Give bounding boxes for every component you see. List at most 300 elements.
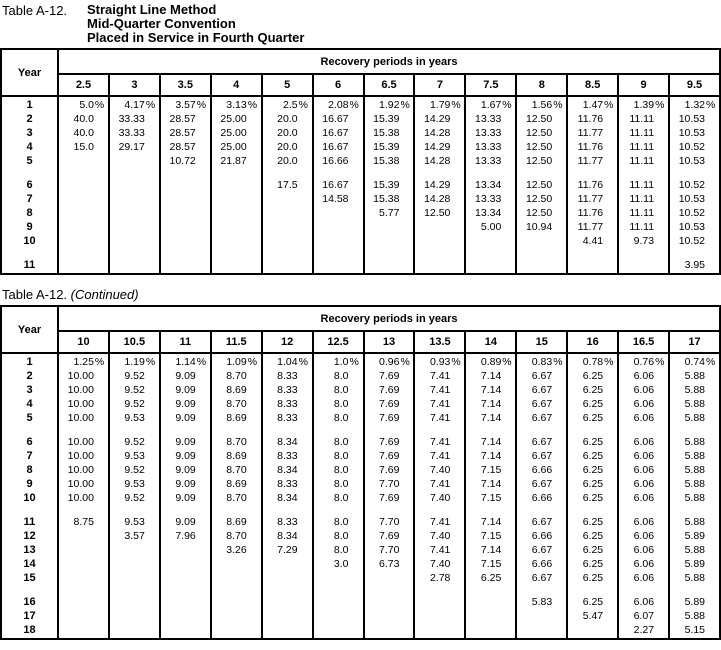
rate-cell	[58, 154, 109, 168]
rate-cell: 13.34	[465, 178, 516, 192]
rate-cell: 6.06	[618, 449, 669, 463]
rate-cell: 28.57	[160, 112, 211, 126]
rate-cell: 10.00	[58, 411, 109, 425]
rate-cell: 7.40	[414, 463, 465, 477]
rate-cell: 6.66	[516, 557, 567, 571]
rate-cell: 5.89	[669, 529, 720, 543]
spacer-row	[1, 272, 720, 274]
rate-cell: 8.0	[313, 397, 364, 411]
rate-cell	[109, 220, 160, 234]
rate-cell	[109, 154, 160, 168]
rate-cell	[262, 623, 313, 637]
rate-cell: 20.0	[262, 154, 313, 168]
recovery-period-column-header: 7.5	[465, 74, 516, 96]
rate-cell: 11.11	[618, 192, 669, 206]
recovery-period-column-header: 5	[262, 74, 313, 96]
rate-cell: 7.15	[465, 491, 516, 505]
year-cell: 4	[1, 397, 58, 411]
rate-cell: 7.41	[414, 515, 465, 529]
rate-cell: 10.00	[58, 397, 109, 411]
rate-cell: 8.0	[313, 411, 364, 425]
data-row	[1, 449, 720, 463]
rate-cell: 9.52	[109, 491, 160, 505]
rate-cell: 2.78	[414, 571, 465, 585]
rate-cell: 5.88	[669, 477, 720, 491]
year-cell: 11	[1, 515, 58, 529]
rate-cell: 11.76	[567, 206, 618, 220]
rate-cell: 25.00	[211, 140, 262, 154]
rate-cell: 8.69	[211, 449, 262, 463]
year-cell: 10	[1, 491, 58, 505]
rate-cell	[109, 206, 160, 220]
rate-cell: 6.67	[516, 477, 567, 491]
rate-cell	[313, 220, 364, 234]
rate-cell	[364, 234, 415, 248]
recovery-period-column-header: 13.5	[414, 331, 465, 353]
rate-cell: 8.69	[211, 515, 262, 529]
rate-cell: 7.29	[262, 543, 313, 557]
gap-row	[1, 425, 720, 435]
rate-cell: 6.25	[567, 411, 618, 425]
rate-cell: 14.29	[414, 178, 465, 192]
rate-cell: 10.72	[160, 154, 211, 168]
rate-cell: 8.0	[313, 383, 364, 397]
rate-cell: 11.11	[618, 112, 669, 126]
rate-cell: 15.38	[364, 126, 415, 140]
data-row	[1, 557, 720, 571]
year-cell: 1	[1, 355, 58, 369]
rate-cell	[160, 609, 211, 623]
recovery-period-column-header: 12.5	[313, 331, 364, 353]
rate-cell: 6.67	[516, 449, 567, 463]
rate-cell: 8.34	[262, 463, 313, 477]
rate-cell: 13.33	[465, 112, 516, 126]
rate-cell: 9.09	[160, 411, 211, 425]
rate-cell: 6.25	[567, 383, 618, 397]
rate-cell: 10.52	[669, 178, 720, 192]
rate-cell: 28.57	[160, 126, 211, 140]
year-cell: 18	[1, 623, 58, 637]
rate-cell: 21.87	[211, 154, 262, 168]
rate-cell	[58, 557, 109, 571]
rate-cell: 7.70	[364, 477, 415, 491]
data-row	[1, 112, 720, 126]
rate-cell: 20.0	[262, 126, 313, 140]
rate-cell: 9.53	[109, 449, 160, 463]
rate-cell	[160, 192, 211, 206]
rate-cell: 6.25	[567, 491, 618, 505]
rate-cell: 9.52	[109, 397, 160, 411]
rate-cell	[567, 623, 618, 637]
rate-cell	[364, 258, 415, 272]
rate-cell	[313, 234, 364, 248]
rate-cell: 20.0	[262, 140, 313, 154]
rate-cell: 9.53	[109, 411, 160, 425]
rate-cell	[109, 543, 160, 557]
rate-cell: 0.78 %	[567, 355, 618, 369]
page-title	[0, 0, 721, 45]
rate-cell: 5.88	[669, 609, 720, 623]
rate-cell: 6.06	[618, 411, 669, 425]
year-cell: 3	[1, 126, 58, 140]
rate-cell: 11.76	[567, 178, 618, 192]
rate-cell: 8.70	[211, 369, 262, 383]
year-cell: 8	[1, 463, 58, 477]
rate-cell: 1.04 %	[262, 355, 313, 369]
rate-cell: 7.41	[414, 369, 465, 383]
rate-cell: 10.53	[669, 192, 720, 206]
rate-cell: 11.11	[618, 178, 669, 192]
rate-cell: 7.15	[465, 529, 516, 543]
rate-cell	[109, 234, 160, 248]
rate-cell	[262, 220, 313, 234]
rate-cell	[211, 571, 262, 585]
rate-cell	[160, 178, 211, 192]
rate-cell: 16.66	[313, 154, 364, 168]
rate-cell: 8.0	[313, 449, 364, 463]
rate-cell: 8.33	[262, 383, 313, 397]
rate-cell	[313, 609, 364, 623]
rate-cell	[211, 595, 262, 609]
rate-cell: 7.69	[364, 397, 415, 411]
rate-cell: 5.88	[669, 515, 720, 529]
rate-cell: 8.75	[58, 515, 109, 529]
rate-cell: 10.00	[58, 477, 109, 491]
rate-cell: 6.25	[567, 463, 618, 477]
rate-cell	[58, 178, 109, 192]
rate-cell: 1.92 %	[364, 98, 415, 112]
rate-cell: 14.58	[313, 192, 364, 206]
rate-cell	[364, 609, 415, 623]
rate-cell: 8.0	[313, 529, 364, 543]
year-cell: 2	[1, 369, 58, 383]
rate-cell: 9.09	[160, 491, 211, 505]
rate-cell: 11.76	[567, 112, 618, 126]
rate-cell: 8.70	[211, 435, 262, 449]
rate-cell: 7.41	[414, 449, 465, 463]
rate-cell	[465, 258, 516, 272]
rate-cell: 10.52	[669, 140, 720, 154]
rate-cell	[211, 557, 262, 571]
rate-cell: 6.66	[516, 491, 567, 505]
rate-cell: 28.57	[160, 140, 211, 154]
rate-cell	[262, 557, 313, 571]
rate-cell: 3.95	[669, 258, 720, 272]
rate-cell: 5.88	[669, 543, 720, 557]
data-row	[1, 595, 720, 609]
rate-cell: 10.53	[669, 154, 720, 168]
recovery-period-column-header: 3.5	[160, 74, 211, 96]
rate-cell: 11.77	[567, 220, 618, 234]
rate-cell: 5.88	[669, 435, 720, 449]
rate-cell	[109, 557, 160, 571]
recovery-period-column-header: 10	[58, 331, 109, 353]
rate-cell: 6.06	[618, 463, 669, 477]
rate-cell: 7.41	[414, 397, 465, 411]
rate-cell: 29.17	[109, 140, 160, 154]
rate-cell	[262, 234, 313, 248]
rate-cell: 6.06	[618, 397, 669, 411]
rate-cell: 10.00	[58, 435, 109, 449]
rate-cell: 7.96	[160, 529, 211, 543]
rate-cell: 6.06	[618, 557, 669, 571]
rate-cell: 6.25	[567, 543, 618, 557]
rate-cell: 15.39	[364, 140, 415, 154]
rate-cell: 11.11	[618, 126, 669, 140]
rate-cell: 10.53	[669, 126, 720, 140]
rate-cell	[211, 192, 262, 206]
recovery-period-column-header: 4	[211, 74, 262, 96]
rate-cell: 25.00	[211, 112, 262, 126]
rate-cell: 1.79 %	[414, 98, 465, 112]
rate-cell: 8.70	[211, 491, 262, 505]
year-cell: 14	[1, 557, 58, 571]
rate-cell: 7.69	[364, 529, 415, 543]
rate-cell: 11.77	[567, 126, 618, 140]
rate-cell: 5.88	[669, 383, 720, 397]
recovery-period-column-header: 3	[109, 74, 160, 96]
rate-cell	[160, 206, 211, 220]
rate-cell: 8.0	[313, 369, 364, 383]
rate-cell: 6.25	[465, 571, 516, 585]
data-row	[1, 477, 720, 491]
rate-cell: 33.33	[109, 112, 160, 126]
rate-cell: 7.14	[465, 369, 516, 383]
rate-cell: 5.88	[669, 491, 720, 505]
rate-cell: 8.0	[313, 491, 364, 505]
rate-cell	[211, 206, 262, 220]
rate-cell	[364, 623, 415, 637]
rate-cell: 2.27	[618, 623, 669, 637]
rate-cell	[109, 623, 160, 637]
rate-cell: 8.69	[211, 411, 262, 425]
gap-row	[1, 505, 720, 515]
year-cell: 2	[1, 112, 58, 126]
rate-cell: 3.57 %	[160, 98, 211, 112]
gap-row	[1, 168, 720, 178]
rate-cell: 10.00	[58, 369, 109, 383]
rate-cell: 20.0	[262, 112, 313, 126]
rate-cell: 3.13 %	[211, 98, 262, 112]
rate-cell: 10.00	[58, 383, 109, 397]
rate-cell: 11.11	[618, 140, 669, 154]
recovery-period-column-header: 17	[669, 331, 720, 353]
continued-suffix: (Continued)	[70, 287, 139, 302]
year-cell: 3	[1, 383, 58, 397]
recovery-periods-header: Recovery periods in years	[58, 306, 720, 331]
rate-cell: 5.89	[669, 595, 720, 609]
rate-cell: 1.19 %	[109, 355, 160, 369]
data-row	[1, 126, 720, 140]
rate-cell: 8.69	[211, 477, 262, 491]
rate-cell: 5.77	[364, 206, 415, 220]
rate-cell: 5.88	[669, 463, 720, 477]
rate-cell: 13.33	[465, 140, 516, 154]
recovery-period-column-header: 16.5	[618, 331, 669, 353]
data-row	[1, 258, 720, 272]
rate-cell: 11.11	[618, 154, 669, 168]
rate-cell: 8.33	[262, 369, 313, 383]
rate-cell: 6.25	[567, 595, 618, 609]
rate-cell	[414, 595, 465, 609]
spacer-row	[1, 637, 720, 639]
rate-cell: 6.67	[516, 543, 567, 557]
rate-cell: 6.25	[567, 557, 618, 571]
rate-cell: 9.09	[160, 463, 211, 477]
rate-cell: 6.06	[618, 571, 669, 585]
rate-cell	[58, 529, 109, 543]
table-label: Table A-12.	[2, 3, 68, 18]
rate-cell	[465, 623, 516, 637]
data-row	[1, 571, 720, 585]
rate-cell: 0.89 %	[465, 355, 516, 369]
rate-cell: 7.14	[465, 477, 516, 491]
year-cell: 9	[1, 477, 58, 491]
rate-cell: 6.25	[567, 477, 618, 491]
rate-cell	[516, 609, 567, 623]
rate-cell: 7.69	[364, 463, 415, 477]
rate-cell: 7.70	[364, 515, 415, 529]
rate-cell	[58, 571, 109, 585]
rate-cell: 6.06	[618, 435, 669, 449]
recovery-period-column-header: 8.5	[567, 74, 618, 96]
rate-cell	[58, 192, 109, 206]
rate-cell: 8.70	[211, 463, 262, 477]
data-row	[1, 206, 720, 220]
rate-cell	[58, 623, 109, 637]
data-row	[1, 463, 720, 477]
rate-cell	[160, 234, 211, 248]
data-row	[1, 435, 720, 449]
rate-cell: 8.0	[313, 543, 364, 557]
recovery-period-column-header: 11	[160, 331, 211, 353]
data-row	[1, 192, 720, 206]
year-cell: 8	[1, 206, 58, 220]
rate-cell: 7.14	[465, 515, 516, 529]
rate-cell: 7.40	[414, 529, 465, 543]
rate-cell	[160, 220, 211, 234]
rate-cell: 7.40	[414, 491, 465, 505]
rate-cell: 9.52	[109, 369, 160, 383]
rate-cell	[414, 609, 465, 623]
rate-cell: 9.52	[109, 463, 160, 477]
rate-cell	[211, 178, 262, 192]
rate-cell: 7.41	[414, 477, 465, 491]
rate-cell	[262, 192, 313, 206]
year-cell: 1	[1, 98, 58, 112]
rate-cell: 9.73	[618, 234, 669, 248]
rate-cell: 15.38	[364, 192, 415, 206]
rate-cell: 9.53	[109, 515, 160, 529]
rate-cell: 16.67	[313, 126, 364, 140]
rate-cell	[313, 571, 364, 585]
rate-cell: 12.50	[516, 126, 567, 140]
data-row	[1, 383, 720, 397]
rate-cell: 14.28	[414, 192, 465, 206]
data-row	[1, 397, 720, 411]
rate-cell: 6.25	[567, 571, 618, 585]
title-lines	[87, 3, 304, 45]
rate-cell: 15.39	[364, 112, 415, 126]
rate-cell: 8.0	[313, 515, 364, 529]
rate-cell: 6.67	[516, 571, 567, 585]
rate-cell: 5.88	[669, 571, 720, 585]
rate-cell: 9.09	[160, 449, 211, 463]
rate-cell: 11.11	[618, 206, 669, 220]
data-row	[1, 369, 720, 383]
rate-cell	[465, 234, 516, 248]
rate-cell: 5.47	[567, 609, 618, 623]
data-row	[1, 98, 720, 112]
rate-cell: 1.09 %	[211, 355, 262, 369]
rate-cell: 33.33	[109, 126, 160, 140]
rate-cell	[364, 220, 415, 234]
rate-cell: 5.88	[669, 411, 720, 425]
rate-cell: 9.52	[109, 383, 160, 397]
recovery-period-column-header: 12	[262, 331, 313, 353]
gap-row	[1, 585, 720, 595]
data-row	[1, 609, 720, 623]
rate-cell	[414, 234, 465, 248]
rate-cell	[313, 258, 364, 272]
rate-cell: 5.88	[669, 397, 720, 411]
rate-cell: 12.50	[516, 140, 567, 154]
rate-cell: 11.11	[618, 220, 669, 234]
rate-cell	[160, 571, 211, 585]
rate-cell: 9.53	[109, 477, 160, 491]
rate-cell: 25.00	[211, 126, 262, 140]
rate-cell: 10.00	[58, 491, 109, 505]
rate-cell: 7.69	[364, 491, 415, 505]
recovery-period-column-header: 6.5	[364, 74, 415, 96]
rate-cell: 14.29	[414, 140, 465, 154]
recovery-period-column-header: 16	[567, 331, 618, 353]
rate-cell: 7.41	[414, 383, 465, 397]
rate-cell: 13.34	[465, 206, 516, 220]
recovery-period-column-header: 2.5	[58, 74, 109, 96]
year-cell: 4	[1, 140, 58, 154]
rate-cell	[58, 595, 109, 609]
data-row	[1, 515, 720, 529]
data-row	[1, 178, 720, 192]
rate-cell: 0.74 %	[669, 355, 720, 369]
year-cell: 5	[1, 411, 58, 425]
rate-cell	[313, 623, 364, 637]
rate-cell: 40.0	[58, 112, 109, 126]
rate-cell	[262, 595, 313, 609]
rate-cell: 8.0	[313, 477, 364, 491]
rate-cell: 8.69	[211, 383, 262, 397]
rate-cell: 13.33	[465, 126, 516, 140]
data-row	[1, 140, 720, 154]
rate-cell	[58, 206, 109, 220]
rate-cell: 4.41	[567, 234, 618, 248]
rate-cell: 1.39 %	[618, 98, 669, 112]
rate-cell: 6.06	[618, 491, 669, 505]
rate-cell: 6.06	[618, 383, 669, 397]
year-cell: 9	[1, 220, 58, 234]
rate-cell: 6.25	[567, 435, 618, 449]
continued-caption	[2, 287, 721, 302]
rate-cell	[567, 258, 618, 272]
rate-cell: 10.53	[669, 220, 720, 234]
rate-cell	[58, 609, 109, 623]
rate-cell	[109, 258, 160, 272]
rate-cell: 3.57	[109, 529, 160, 543]
rate-cell	[109, 178, 160, 192]
rate-cell: 6.06	[618, 529, 669, 543]
rate-cell	[313, 206, 364, 220]
